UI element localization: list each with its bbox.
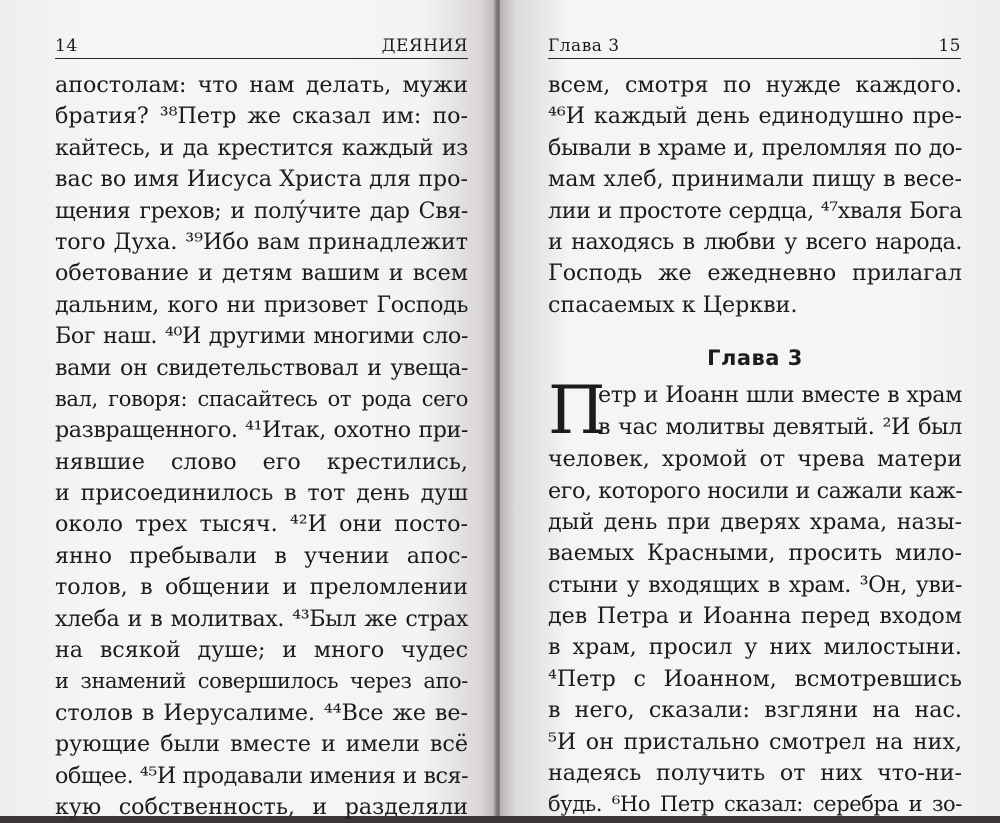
text-line: апостолам: что нам делать, мужи xyxy=(55,72,468,98)
chapter-2-ending xyxy=(548,70,962,321)
text-line: нявшие слово его крестились, xyxy=(55,448,468,475)
text-line: лии и простоте сердца, ⁴⁷хваля Бога xyxy=(548,197,962,224)
text-line: бывали в храме и, преломляя по до- xyxy=(548,134,962,161)
text-line: толов, в общении и преломлении xyxy=(55,574,468,601)
running-head: Глава 3 xyxy=(548,36,620,56)
header-rule xyxy=(548,58,961,59)
text-line: и знамений совершилось через апо- xyxy=(55,669,468,694)
text-line: етр и Иоанн шли вместе в храм xyxy=(598,382,962,409)
text-line: его, которого носили и сажали каж- xyxy=(548,477,963,504)
text-line: обетование и детям вашим и всем xyxy=(55,260,468,287)
text-line: вал, говоря: спасайтесь от рода сего xyxy=(55,386,468,411)
text-line: спасаемых к Церкви. xyxy=(548,291,798,318)
right-page xyxy=(500,0,1000,816)
text-line: кайтесь, и да крестится каждый из xyxy=(55,134,468,161)
page-number: 14 xyxy=(55,36,78,56)
text-line: дый день при дверях храма, назы- xyxy=(548,508,962,535)
text-line: ⁴Петр с Иоанном, всмотревшись xyxy=(548,665,962,692)
text-line: хлеба и в молитвах. ⁴³Был же страх xyxy=(55,605,468,632)
left-page-text xyxy=(55,70,468,823)
drop-cap: П xyxy=(548,372,606,450)
text-line: и находясь в любви у всего народа. xyxy=(548,228,962,255)
text-line: вас во имя Иисуса Христа для про- xyxy=(55,166,468,193)
chapter-heading: Глава 3 xyxy=(707,346,803,371)
page-number: 15 xyxy=(938,36,961,56)
text-line: надеясь получить от них что-ни- xyxy=(548,760,962,787)
text-line: в него, сказали: взгляни на нас. xyxy=(548,697,962,724)
spacer xyxy=(548,321,962,340)
text-line: мам хлеб, принимали пищу в весе- xyxy=(548,166,962,193)
text-line: того Духа. ³⁹Ибо вам принадлежит xyxy=(55,228,468,255)
right-running-header xyxy=(548,32,961,62)
text-line: на всякой душе; и много чудес xyxy=(55,637,468,664)
text-line: в храм, просил у них милостыни. xyxy=(548,634,962,661)
text-line: общее. ⁴⁵И продавали имения и вся- xyxy=(55,762,469,789)
running-head: ДЕЯНИЯ xyxy=(381,36,468,56)
left-running-header xyxy=(55,32,468,62)
text-line: будь. ⁶Но Петр сказал: серебра и зо- xyxy=(548,792,962,817)
text-line: Бог наш. ⁴⁰И другими многими сло- xyxy=(55,323,468,350)
text-line: ваемых Красными, просить мило- xyxy=(548,540,962,567)
text-line: ⁴⁶И каждый день единодушно пре- xyxy=(548,103,962,130)
text-line: братия? ³⁸Петр же сказал им: по- xyxy=(55,103,468,130)
text-line: янно пребывали в учении апос- xyxy=(55,542,468,569)
text-line: около трех тысяч. ⁴²И они посто- xyxy=(55,511,468,538)
text-line: щения грехов; и полу́чите дар Свя- xyxy=(55,197,468,224)
chapter-3-opening xyxy=(548,372,962,450)
text-line: человек, хромой от чрева матери xyxy=(548,446,962,473)
text-line: дев Петра и Иоанна перед входом xyxy=(548,603,962,630)
text-line: и присоединилось в тот день душ xyxy=(55,480,468,507)
text-line: развращенного. ⁴¹Итак, охотно при- xyxy=(55,417,468,444)
text-line: Господь же ежедневно прилагал xyxy=(548,260,962,287)
text-line: кую собственность, и разделяли xyxy=(55,793,468,820)
text-line: в час молитвы девятый. ²И был xyxy=(598,413,962,440)
left-page xyxy=(0,0,496,820)
dropcap-lines xyxy=(548,372,962,450)
text-line: вами он свидетельствовал и увеща- xyxy=(55,354,468,381)
text-line: ⁵И он пристально смотрел на них, xyxy=(548,728,962,755)
text-line: стыни у входящих в храм. ³Он, уви- xyxy=(548,571,962,598)
text-line: рующие были вместе и имели всё xyxy=(55,731,468,758)
chapter-3-text xyxy=(548,444,962,821)
text-line: всем, смотря по нужде каждого. xyxy=(548,72,962,98)
text-line: столов в Иерусалиме. ⁴⁴Все же ве- xyxy=(55,699,468,726)
right-page-text xyxy=(548,70,962,821)
header-rule xyxy=(55,58,468,59)
text-line: дальним, кого ни призовет Господь xyxy=(55,291,468,318)
